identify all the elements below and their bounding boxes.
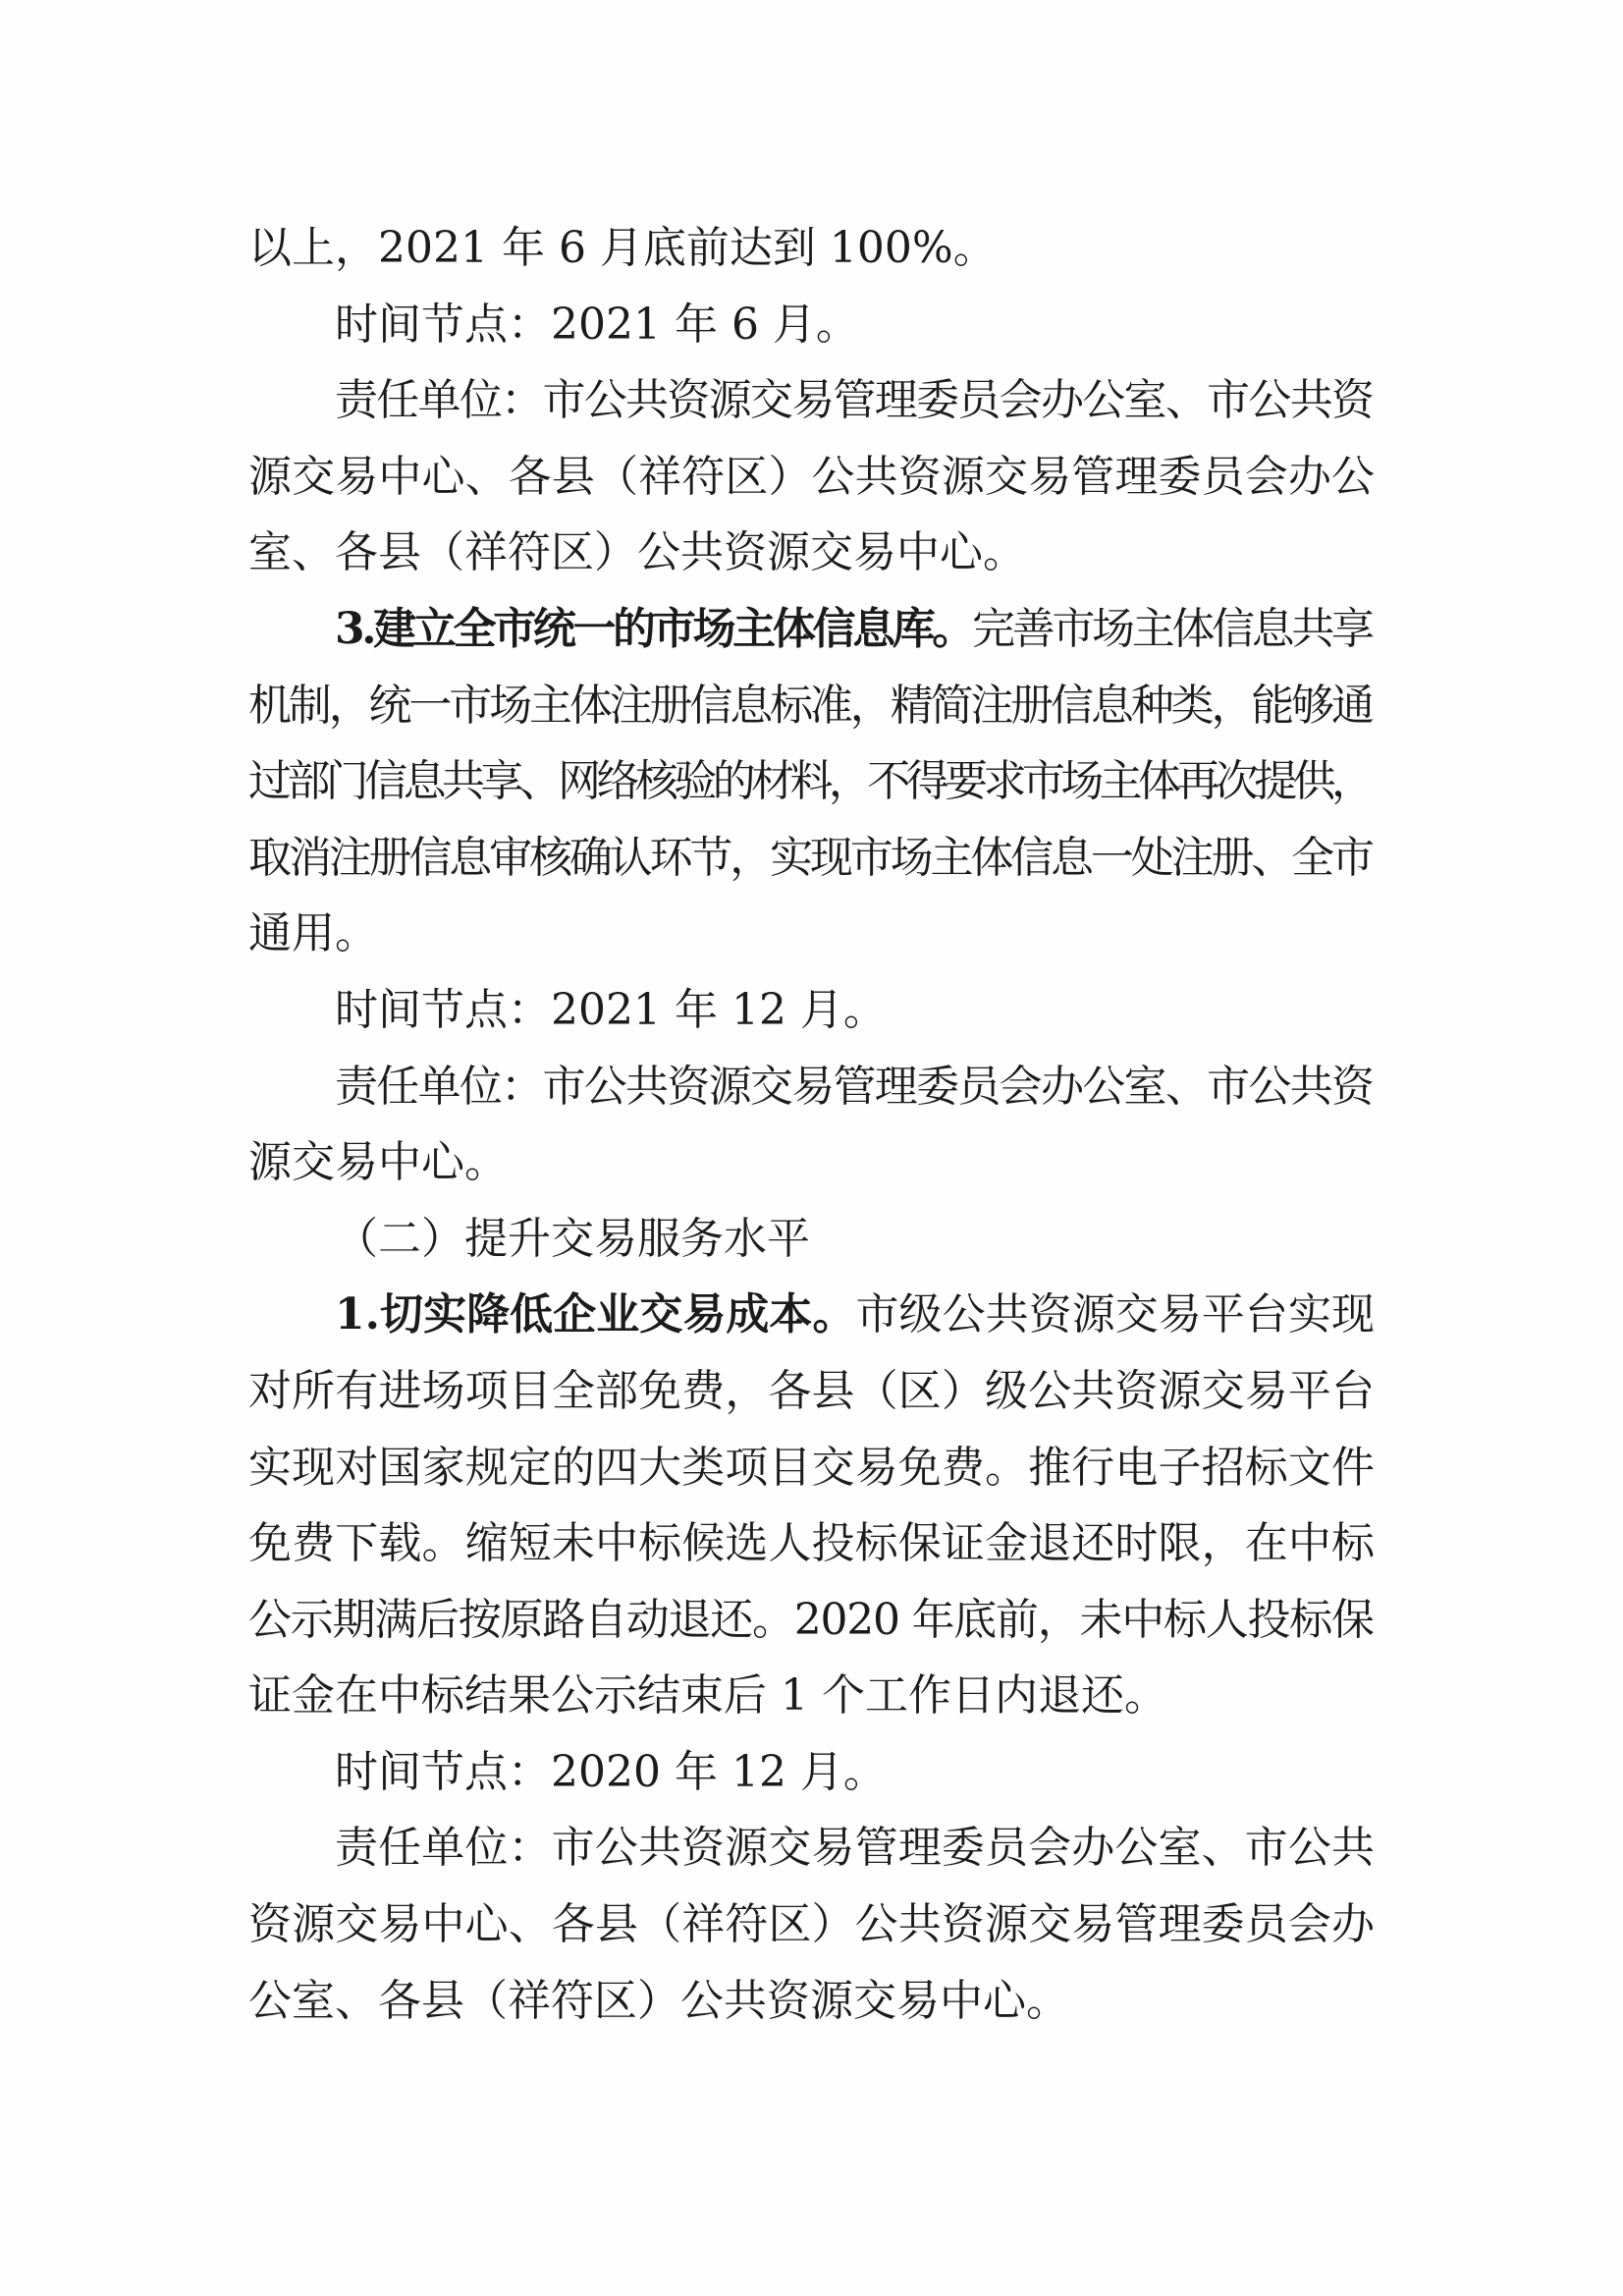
line-content (248, 1658, 1167, 1734)
line-content (248, 820, 1372, 897)
section-heading-text: （二）提升交易服务水平 (335, 1213, 810, 1264)
item-text: 完善市场主体信息共享 (972, 603, 1372, 654)
line-content (248, 1963, 1069, 2040)
line-content (335, 1201, 810, 1278)
responsibility-line (248, 515, 1375, 591)
deadline-line (248, 287, 1375, 363)
responsibility-text: 源交易中心、各县（祥符区）公共资源交易管理委员会办公 (248, 451, 1376, 502)
document-body (248, 210, 1375, 2039)
line-text: 以上，2021 年 6 月底前达到 100%。 (248, 223, 997, 273)
line-content (335, 972, 887, 1049)
line-content (335, 1734, 887, 1811)
line-content (248, 439, 1375, 516)
responsibility-line (248, 1963, 1375, 2040)
line-content (248, 1886, 1375, 1963)
section-heading (248, 1201, 1375, 1278)
item-text-line (248, 1505, 1375, 1582)
responsibility-line (248, 1124, 1375, 1201)
item-text-line (248, 820, 1375, 897)
responsibility-line (248, 1886, 1375, 1963)
line-content (248, 1582, 1374, 1659)
item-text: 实现对国家规定的四大类项目交易免费。推行电子招标文件 (248, 1442, 1376, 1493)
item-text: 取消注册信息审核确认环节，实现市场主体信息一处注册、全市 (248, 832, 1372, 883)
item-text: 市级公共资源交易平台实现 (855, 1289, 1376, 1340)
responsibility-line (248, 1049, 1375, 1125)
item-text: 免费下载。缩短未中标候选人投标保证金退还时限，在中标 (248, 1518, 1376, 1569)
responsibility-text: 室、各县（祥符区）公共资源交易中心。 (248, 527, 1026, 578)
responsibility-text: 源交易中心。 (248, 1137, 508, 1188)
deadline-text: 时间节点：2020 年 12 月。 (335, 1746, 887, 1797)
line-content (248, 668, 1372, 744)
item-text: 机制，统一市场主体注册信息标准，精简注册信息种类，能够通 (248, 680, 1372, 731)
item-title-line (248, 591, 1375, 668)
deadline-text: 时间节点：2021 年 6 月。 (335, 299, 859, 350)
item-text: 过部门信息共享、网络核验的材料，不得要求市场主体再次提供， (248, 756, 1371, 807)
line-content (335, 1277, 1375, 1353)
responsibility-line (248, 362, 1375, 439)
item-text-line (248, 1353, 1375, 1430)
responsibility-line (248, 439, 1375, 516)
item-text: 通用。 (248, 908, 378, 959)
line-content (248, 515, 1026, 591)
item-text-line (248, 743, 1375, 820)
responsibility-text: 责任单位：市公共资源交易管理委员会办公室、市公共 (335, 1823, 1376, 1874)
line-content (335, 362, 1373, 439)
item-title: 3.建立全市统一的市场主体信息库。 (335, 603, 973, 654)
item-text-line (248, 896, 1375, 972)
item-text-line (248, 1430, 1375, 1506)
line-content (248, 1430, 1375, 1506)
responsibility-text: 责任单位：市公共资源交易管理委员会办公室、市公共资 (335, 375, 1374, 426)
item-text: 公示期满后按原路自动退还。2020 年底前，未中标人投标保 (248, 1594, 1374, 1645)
item-text-line (248, 668, 1375, 744)
responsibility-text: 责任单位：市公共资源交易管理委员会办公室、市公共资 (335, 1061, 1374, 1112)
line-content (335, 1049, 1373, 1125)
responsibility-text: 公室、各县（祥符区）公共资源交易中心。 (248, 1975, 1069, 2026)
item-title: 1.切实降低企业交易成本。 (335, 1289, 856, 1340)
deadline-line (248, 972, 1375, 1049)
responsibility-text: 资源交易中心、各县（祥符区）公共资源交易管理委员会办 (248, 1899, 1376, 1950)
continuation-line (248, 210, 1375, 287)
line-content (248, 1353, 1375, 1430)
item-text-line (248, 1582, 1375, 1659)
line-content (248, 1505, 1375, 1582)
line-content (248, 743, 1370, 820)
line-content (248, 896, 378, 972)
line-content (335, 591, 1372, 668)
deadline-text: 时间节点：2021 年 12 月。 (335, 984, 887, 1035)
line-content (248, 210, 997, 287)
item-text: 对所有进场项目全部免费，各县（区）级公共资源交易平台 (248, 1365, 1376, 1416)
responsibility-line (248, 1810, 1375, 1886)
line-content (335, 1810, 1375, 1886)
deadline-line (248, 1734, 1375, 1811)
item-text: 证金在中标结果公示结束后 1 个工作日内退还。 (248, 1670, 1167, 1722)
item-title-line (248, 1277, 1375, 1353)
line-content (248, 1124, 508, 1201)
line-content (335, 287, 859, 363)
item-text-line (248, 1658, 1375, 1734)
